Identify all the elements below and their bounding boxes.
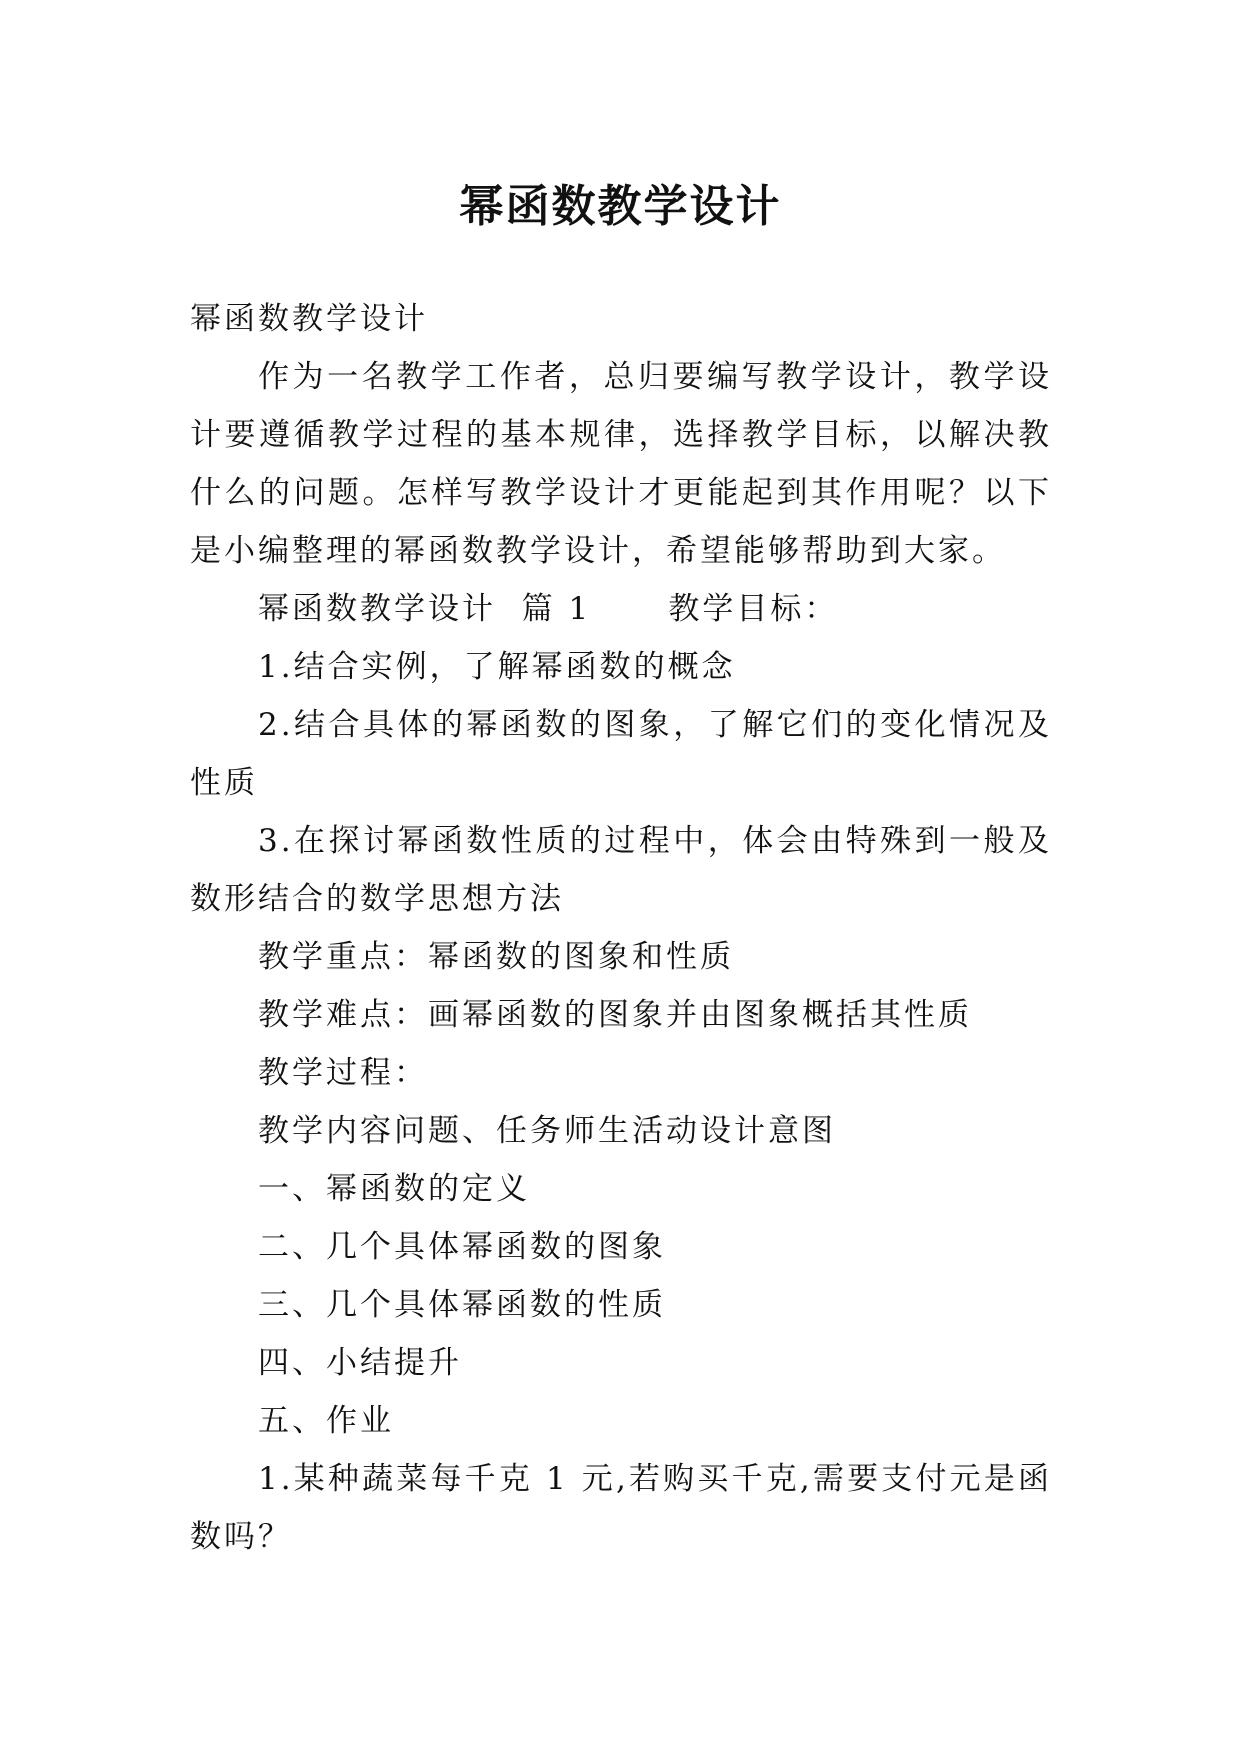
process-item-5: 五、作业: [258, 1403, 394, 1439]
document-body: [190, 290, 1052, 1566]
process-columns-paragraph: 教学内容问题、任务师生活动设计意图: [258, 1113, 836, 1149]
exercise-paragraph-1: 1.某种蔬菜每千克 1 元,若购买千克,需要支付元是函数吗？: [190, 1461, 1052, 1555]
process-item-3: 三、几个具体幂函数的性质: [258, 1287, 666, 1323]
intro-paragraph: 作为一名教学工作者，总归要编写教学设计，教学设计要遵循教学过程的基本规律，选择教学目标，以解决教什么的问题。怎样写教学设计才更能起到其作用呢？以下是小编整理的幂函数教学设计，希望能够帮助到大家。: [190, 359, 1052, 569]
subtitle-paragraph: 幂函数教学设计: [190, 301, 428, 337]
process-heading-paragraph: 教学过程：: [258, 1055, 428, 1091]
objective-paragraph-2: 2.结合具体的幂函数的图象，了解它们的变化情况及性质: [190, 707, 1052, 801]
document-title: 幂函数教学设计: [459, 181, 782, 233]
objective-paragraph-3: 3.在探讨幂函数性质的过程中，体会由特殊到一般及数形结合的数学思想方法: [190, 823, 1052, 917]
key-point-paragraph: 教学重点：幂函数的图象和性质: [258, 939, 734, 975]
difficulty-paragraph: 教学难点：画幂函数的图象并由图象概括其性质: [258, 997, 972, 1033]
process-item-2: 二、几个具体幂函数的图象: [258, 1229, 666, 1265]
objective-paragraph-1: 1.结合实例，了解幂函数的概念: [258, 649, 736, 685]
section-heading-paragraph: 幂函数教学设计 篇 1 教学目标：: [258, 591, 839, 627]
process-item-4: 四、小结提升: [258, 1345, 462, 1381]
process-item-1: 一、幂函数的定义: [258, 1171, 530, 1207]
